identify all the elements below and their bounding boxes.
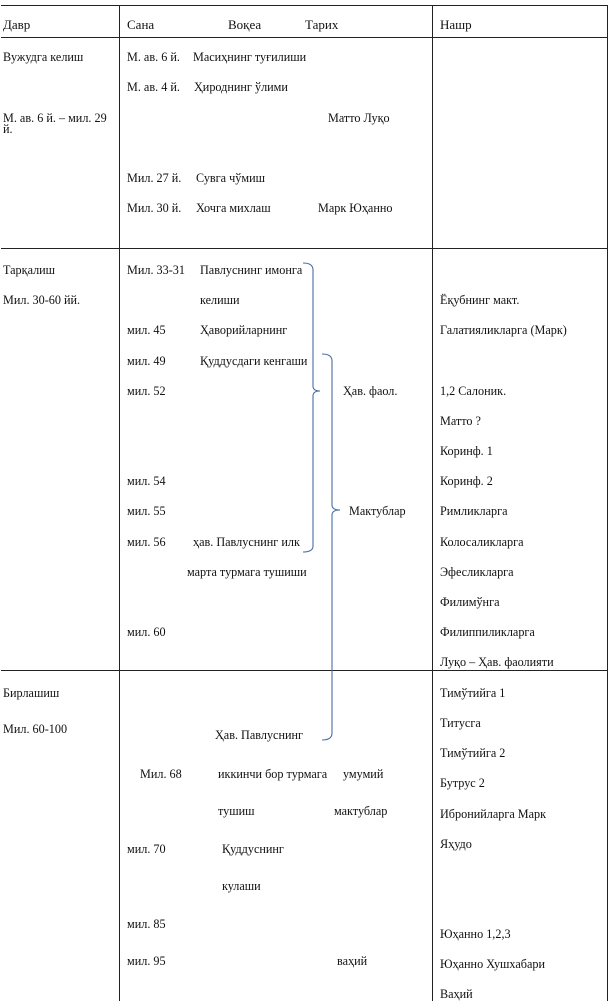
- period-3-range: Мил. 60-100: [3, 722, 68, 736]
- event-cell: Ҳаворийларнинг: [200, 323, 288, 337]
- event-cell: Ҳав. Павлуснинг: [215, 728, 304, 742]
- publication-cell: Ваҳий: [440, 987, 473, 1001]
- date-cell: мил. 85: [127, 917, 166, 931]
- history-cell: мактублар: [334, 804, 388, 818]
- brace-activity: [303, 263, 320, 552]
- date-cell: М. ав. 6 й.: [127, 50, 180, 64]
- publication-cell: Матто ?: [440, 414, 481, 428]
- publication-cell: Бутрус 2: [440, 776, 485, 790]
- event-cell: ҳав. Павлуснинг илк: [193, 535, 300, 549]
- publication-cell: Коринф. 2: [440, 474, 493, 488]
- event-cell: Сувга чўмиш: [196, 171, 265, 185]
- publication-cell: Ёқубнинг макт.: [440, 293, 520, 307]
- event-cell: Павлуснинг имонга: [200, 263, 303, 277]
- date-cell: мил. 49: [127, 354, 166, 368]
- date-cell: мил. 52: [127, 384, 166, 398]
- history-cell: ваҳий: [337, 954, 368, 968]
- date-cell: мил. 45: [127, 323, 166, 337]
- header-event: Воқеа: [228, 17, 262, 32]
- header-history: Тарих: [305, 17, 339, 32]
- publication-cell: Коринф. 1: [440, 444, 493, 458]
- event-cell: Масиҳнинг туғилиши: [193, 50, 307, 64]
- publication-cell: Юҳанно Хушхабари: [440, 957, 545, 971]
- event-cell: келиши: [200, 293, 240, 307]
- publication-cell: Галатияликларга (Марк): [440, 323, 567, 337]
- header-period: Давр: [3, 17, 31, 32]
- event-cell: Қуддусдаги кенгаши: [200, 354, 308, 368]
- period-2-range: Мил. 30-60 йй.: [3, 293, 81, 307]
- publication-cell: Эфесликларга: [440, 565, 514, 579]
- event-cell: тушиш: [218, 804, 255, 818]
- history-cell: Матто Луқо: [328, 111, 390, 125]
- date-cell: Мил. 30 й.: [127, 201, 182, 215]
- date-cell: М. ав. 4 й.: [127, 80, 180, 94]
- date-cell: мил. 70: [127, 842, 166, 856]
- history-cell: Ҳав. фаол.: [343, 384, 398, 398]
- publication-cell: 1,2 Салоник.: [440, 384, 507, 398]
- event-cell: иккинчи бор турмага: [218, 767, 328, 781]
- history-cell: умумий: [343, 767, 384, 781]
- event-cell: Ҳироднинг ўлими: [194, 80, 288, 94]
- publication-cell: Филимўнга: [440, 595, 500, 609]
- publication-cell: Тимўтийга 1: [440, 686, 506, 700]
- event-cell: Хочга михлаш: [196, 201, 271, 215]
- publication-cell: Яҳудо: [440, 837, 472, 851]
- date-cell: мил. 95: [127, 954, 166, 968]
- date-cell: мил. 60: [127, 625, 166, 639]
- history-cell: Марк Юҳанно: [318, 201, 393, 215]
- period-1-title: Вужудга келиш: [3, 50, 84, 64]
- date-cell: мил. 56: [127, 535, 166, 549]
- publication-cell: Тимўтийга 2: [440, 746, 506, 760]
- publication-cell: Титусга: [440, 716, 481, 730]
- date-cell: мил. 55: [127, 504, 166, 518]
- publication-cell: Луқо – Ҳав. фаолияти: [440, 655, 554, 669]
- publication-cell: Римликларга: [440, 504, 508, 518]
- date-cell: мил. 54: [127, 474, 166, 488]
- header-date: Сана: [127, 17, 155, 32]
- event-cell: кулаши: [222, 879, 261, 893]
- event-cell: марта турмага тушиши: [187, 565, 307, 579]
- period-3-title: Бирлашиш: [3, 686, 60, 700]
- event-cell: Қуддуснинг: [222, 842, 284, 856]
- header-publication: Нашр: [440, 17, 472, 32]
- period-2-title: Тарқалиш: [3, 263, 56, 277]
- date-cell: Мил. 68: [140, 767, 182, 781]
- date-cell: Мил. 27 й.: [127, 171, 182, 185]
- period-1-range-cont: й.: [3, 122, 13, 136]
- brace-letters: [322, 354, 340, 740]
- period-1-range: М. ав. 6 й. – мил. 29: [3, 111, 107, 125]
- publication-cell: Филиппиликларга: [440, 625, 535, 639]
- history-cell: Мактублар: [349, 504, 406, 518]
- date-cell: Мил. 33-31: [127, 263, 185, 277]
- publication-cell: Ибронийларга Марк: [440, 807, 547, 821]
- publication-cell: Юҳанно 1,2,3: [440, 927, 511, 941]
- publication-cell: Колосаликларга: [440, 535, 524, 549]
